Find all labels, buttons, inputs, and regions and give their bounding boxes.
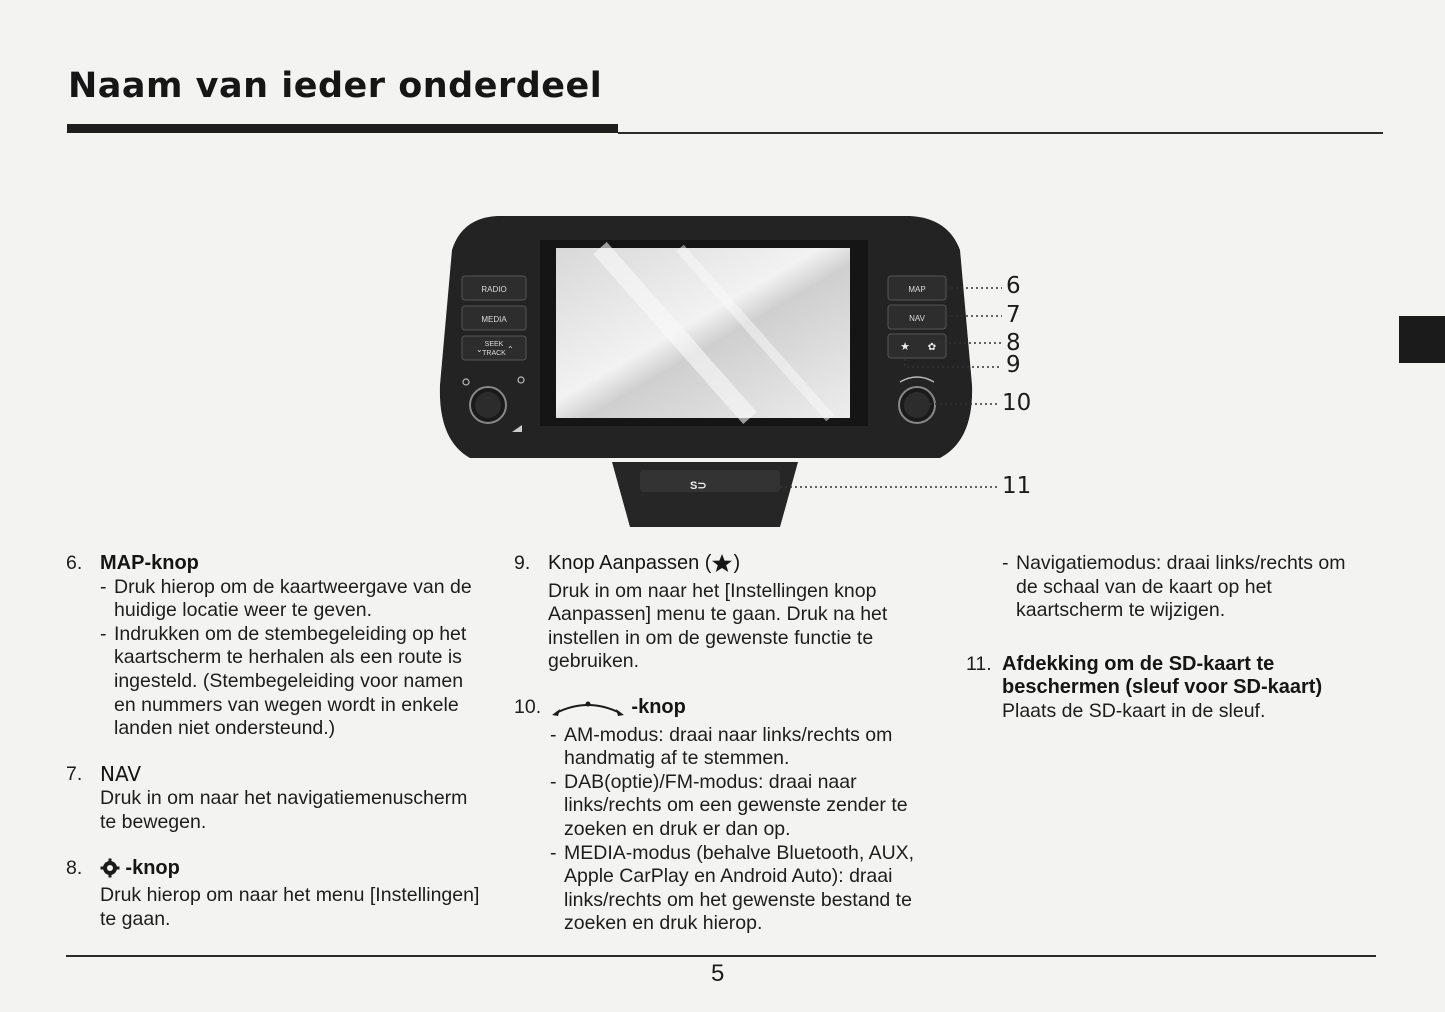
item-number: 7. <box>66 762 83 785</box>
callout-11: 11 <box>1002 473 1032 499</box>
item-10-continuation <box>966 552 1366 623</box>
item-10 <box>514 696 944 936</box>
item-number: 9. <box>514 552 531 574</box>
svg-text:⌃: ⌃ <box>507 345 514 354</box>
item-heading: Knop Aanpassen ( <box>548 552 712 574</box>
item-number: 8. <box>66 856 83 879</box>
item-line: - MEDIA-modus (behalve Bluetooth, AUX, Apple CarPlay en Android Auto): draai links/rechts om het gewenste bestand te zoeken en druk hierop. <box>550 842 944 936</box>
item-number: 6. <box>66 552 83 574</box>
nav-label: NAV <box>909 314 925 323</box>
item-body: Druk in om naar het [Instellingen knop Aanpassen] menu te gaan. Druk na het instellen in om de gewenste functie te gebruiken. <box>548 579 888 673</box>
text-column-2 <box>514 552 944 950</box>
item-11 <box>966 653 1366 724</box>
text-column-3 <box>966 552 1366 738</box>
radio-label: RADIO <box>481 285 507 294</box>
item-body: Druk hierop om naar het menu [Instellingen] te gaan. <box>100 884 480 930</box>
item-heading-end: ) <box>733 552 741 574</box>
item-line: - Indrukken om de stembegeleiding op het kaartscherm te herhalen als een route is ingesteld. (Stembegeleiding voor namen en nummers van wegen wordt in enkele landen niet ondersteund.) <box>100 623 486 741</box>
item-heading: Afdekking om de SD-kaart te beschermen (sleuf voor SD-kaart) <box>1002 652 1323 699</box>
page-number: 5 <box>711 960 725 987</box>
gear-icon: ✿ <box>927 342 937 353</box>
star-icon: ★ <box>900 340 910 353</box>
callout-9: 9 <box>1006 352 1021 378</box>
item-heading: -knop <box>631 695 686 718</box>
item-number: 11. <box>966 652 992 675</box>
item-line: - Druk hierop om de kaartweergave van de huidige locatie weer te geven. <box>100 576 486 623</box>
svg-text:⌄: ⌄ <box>476 345 483 354</box>
item-8 <box>66 857 486 932</box>
map-label: MAP <box>908 285 926 294</box>
item-line: - AM-modus: draai naar links/rechts om handmatig af te stemmen. <box>550 724 944 771</box>
custom-setup-button <box>888 334 946 358</box>
text-column-1 <box>66 552 486 945</box>
item-6 <box>66 552 486 741</box>
callout-10: 10 <box>1002 390 1032 416</box>
star-icon <box>711 553 733 580</box>
media-label: MEDIA <box>481 315 507 324</box>
tune-knob-icon <box>550 697 626 724</box>
item-7 <box>66 763 486 835</box>
sd-slot <box>640 470 780 492</box>
footer-rule <box>66 955 1376 957</box>
item-heading: -knop <box>125 856 180 879</box>
item-body: Plaats de SD-kaart in de sleuf. <box>1002 699 1266 722</box>
svg-text:SEEK: SEEK <box>484 341 504 348</box>
gear-icon <box>100 858 120 885</box>
callout-6: 6 <box>1006 273 1021 299</box>
callout-8: 8 <box>1006 330 1021 356</box>
item-heading: NAV <box>100 761 142 786</box>
page-title: Naam van ieder onderdeel <box>68 66 603 106</box>
item-9 <box>514 552 944 674</box>
item-line: - Navigatiemodus: draai links/rechts om de schaal van de kaart op het kaartscherm te wijzigen. <box>1002 552 1366 623</box>
svg-text:TRACK: TRACK <box>482 350 506 357</box>
sd-label: S⊃ <box>690 480 707 492</box>
callout-7: 7 <box>1006 302 1021 328</box>
item-heading: MAP-knop <box>100 552 199 574</box>
item-number: 10. <box>514 695 542 718</box>
item-body: Druk in om naar het navigatiemenuscherm te bewegen. <box>100 787 468 833</box>
item-line: - DAB(optie)/FM-modus: draai naar links/rechts om een gewenste zender te zoeken en druk er dan op. <box>550 771 944 842</box>
